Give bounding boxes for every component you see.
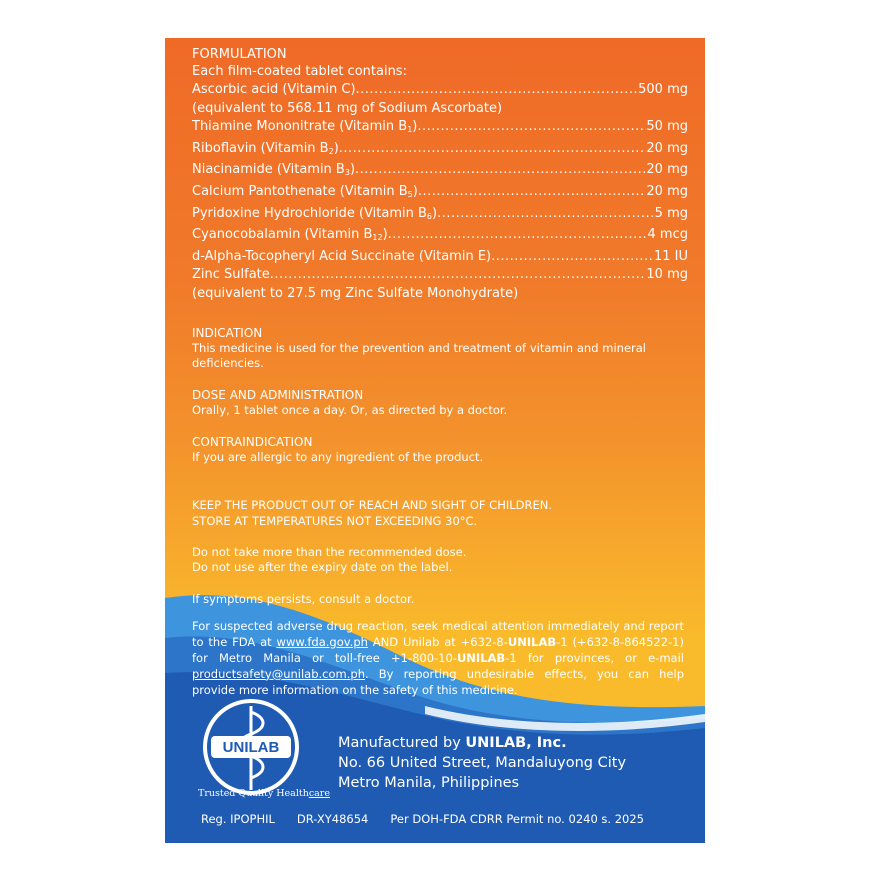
ingredient-label: Calcium Pantothenate (Vitamin B: [192, 183, 408, 199]
ingredient-label: Pyridoxine Hydrochloride (Vitamin B: [192, 205, 427, 221]
dot-leader: [339, 140, 647, 162]
ingredient-amount: 20 mg: [646, 183, 688, 199]
manufacturer-address-1: No. 66 United Street, Mandaluyong City: [338, 755, 627, 771]
manufacturer-line: [338, 733, 626, 753]
ingredient-name: [192, 140, 339, 162]
manufacturer-block: [338, 733, 626, 793]
ingredient-tail: ): [349, 162, 356, 178]
expiry-warning: Do not use after the expiry date on the label.: [192, 559, 453, 574]
formulation-item: [192, 248, 688, 267]
ingredient-tail: ): [333, 140, 339, 156]
ingredient-tail: ): [382, 227, 388, 243]
ingredient-name: [192, 118, 417, 140]
ingredient-amount: 11 IU: [653, 248, 688, 264]
formulation-note: [192, 100, 688, 119]
unilab-logo-icon: [197, 692, 305, 802]
adverse-text-4: -1 for provinces, or e-mail: [505, 650, 684, 665]
reg-ipophil: Reg. IPOPHIL: [201, 812, 275, 826]
ingredient-tail: ): [412, 119, 418, 135]
permit-number: Per DOH-FDA CDRR Permit no. 0240 s. 2025: [390, 812, 644, 826]
note-text: (equivalent to 27.5 mg Zinc Sulfate Monohydrate): [192, 285, 519, 301]
ingredient-name: [192, 161, 355, 183]
safety-email-link[interactable]: productsafety@unilab.com.ph: [192, 666, 365, 681]
insert-content: [192, 46, 688, 698]
formulation-list: [192, 81, 688, 304]
adverse-text-2: AND Unilab at +632-8-: [367, 634, 508, 649]
contraindication-text: If you are allergic to any ingredient of the product.: [192, 449, 484, 464]
dr-number: DR-XY48654: [296, 812, 369, 826]
ingredient-label: Riboflavin (Vitamin B: [192, 140, 329, 156]
formulation-item: [192, 140, 688, 162]
unilab-hotline-provinces: UNILAB: [456, 650, 506, 665]
ingredient-amount: 20 mg: [646, 140, 688, 156]
ingredient-amount: 4 mcg: [647, 227, 688, 243]
formulation-intro: Each film-coated tablet contains:: [192, 64, 407, 79]
vitamin-subscript: 12: [372, 233, 383, 243]
ingredient-name: [192, 226, 388, 248]
ingredient-amount: 10 mg: [646, 267, 688, 283]
keep-out-of-reach-warning: KEEP THE PRODUCT OUT OF REACH AND SIGHT OF CHILDREN.: [192, 497, 553, 512]
ingredient-label: d-Alpha-Tocopheryl Acid Succinate (Vitamin E): [192, 248, 492, 264]
registration-line: [201, 812, 666, 826]
vitamin-subscript: 6: [426, 211, 433, 221]
formulation-item: [192, 81, 688, 100]
vitamin-subscript: 3: [344, 168, 350, 178]
contraindication-title: CONTRAINDICATION: [192, 434, 313, 449]
ingredient-amount: 20 mg: [646, 162, 688, 178]
ingredient-amount: 500 mg: [638, 82, 688, 97]
fda-link[interactable]: www.fda.gov.ph: [276, 634, 368, 649]
dose-limit-warning: Do not take more than the recommended dose.: [192, 544, 467, 559]
dot-leader: [437, 205, 655, 227]
adverse-text-3: -1 (+632-8-864522-1) for Metro Manila or toll-free +1-800-10-: [192, 634, 684, 665]
tagline-main: Trusted Quality Health: [198, 788, 309, 799]
storage-warning: STORE AT TEMPERATURES NOT EXCEEDING 30°C.: [192, 513, 478, 528]
adverse-text-1: For suspected adverse drug reaction, seek medical attention immediately and report to the FDA at: [192, 618, 684, 649]
formulation-item: [192, 161, 688, 183]
indication-title: INDICATION: [192, 325, 263, 340]
dose-text: Orally, 1 tablet once a day. Or, as directed by a doctor.: [192, 402, 508, 417]
logo-text: UNILAB: [222, 739, 280, 756]
formulation-item: [192, 205, 688, 227]
ingredient-name: [192, 81, 356, 100]
dose-title: DOSE AND ADMINISTRATION: [192, 387, 364, 402]
dot-leader: [388, 226, 648, 248]
ingredient-name: [192, 266, 270, 285]
package-insert-panel: [165, 38, 705, 843]
vitamin-subscript: 5: [407, 189, 413, 199]
vitamin-subscript: 2: [328, 146, 334, 156]
formulation-item: [192, 226, 688, 248]
formulation-item: [192, 266, 688, 285]
dot-leader: [418, 183, 647, 205]
ingredient-label: Cyanocobalamin (Vitamin B: [192, 227, 373, 243]
ingredient-name: [192, 205, 437, 227]
manufacturer-name: UNILAB, Inc.: [465, 735, 567, 751]
ingredient-amount: 50 mg: [646, 119, 688, 135]
dot-leader: [417, 118, 646, 140]
ingredient-label: Zinc Sulfate: [192, 267, 270, 283]
formulation-item: [192, 118, 688, 140]
adverse-reaction-notice: [192, 618, 684, 698]
tagline-care: care: [308, 788, 330, 799]
ingredient-tail: ): [412, 183, 418, 199]
ingredient-label: Niacinamide (Vitamin B: [192, 162, 345, 178]
manufacturer-address-2: Metro Manila, Philippines: [338, 775, 520, 791]
vitamin-subscript: 1: [407, 125, 413, 135]
dot-leader: [355, 161, 646, 183]
manufacturer-prefix: Manufactured by: [338, 735, 466, 751]
formulation-title: FORMULATION: [192, 47, 287, 62]
note-text: (equivalent to 568.11 mg of Sodium Ascorbate): [192, 100, 503, 116]
ingredient-label: Ascorbic acid (Vitamin C): [192, 82, 356, 97]
ingredient-name: [192, 183, 418, 205]
dot-leader: [356, 81, 639, 100]
ingredient-tail: ): [432, 205, 438, 221]
formulation-item: [192, 183, 688, 205]
dot-leader: [270, 266, 647, 285]
adverse-text-5: . By reporting undesirable effects, you can help provide more information on the safety of this medicine.: [192, 666, 684, 697]
ingredient-label: Thiamine Mononitrate (Vitamin B: [192, 119, 408, 135]
ingredient-name: [192, 248, 491, 267]
formulation-note: [192, 285, 688, 304]
unilab-hotline-metro: UNILAB: [507, 634, 557, 649]
dot-leader: [491, 248, 654, 267]
consult-doctor-note: If symptoms persists, consult a doctor.: [192, 591, 415, 606]
logo-tagline: [198, 788, 330, 799]
ingredient-amount: 5 mg: [654, 205, 688, 221]
indication-text: This medicine is used for the prevention and treatment of vitamin and mineral deficiencies.: [192, 340, 646, 370]
